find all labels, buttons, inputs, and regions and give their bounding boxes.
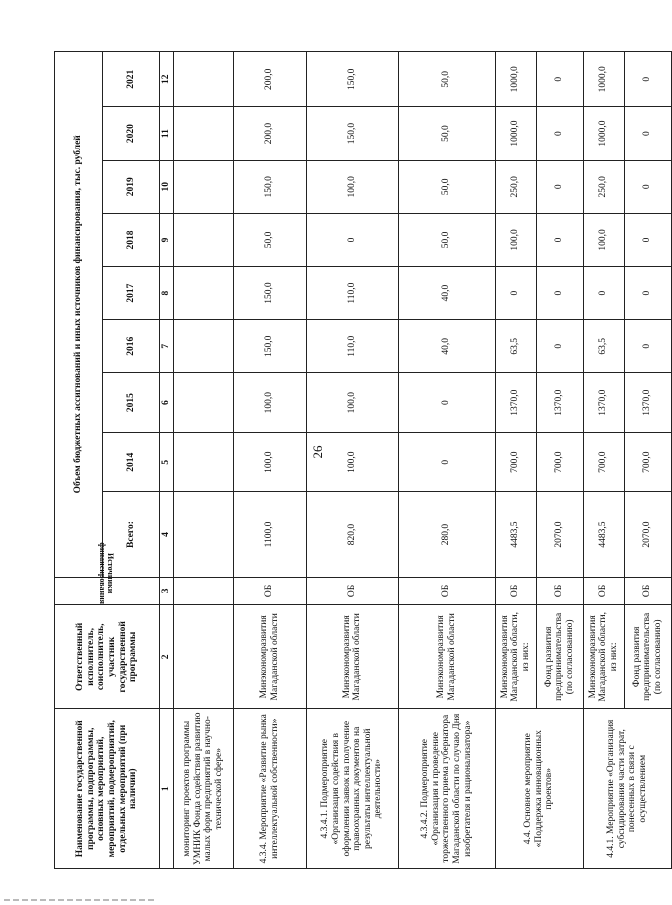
row-responsible-cell: Минэкономразвития Магаданской области bbox=[306, 605, 398, 709]
row-year-value-cell: 110,0 bbox=[306, 320, 398, 373]
header-year: 2016 bbox=[103, 320, 160, 373]
row-year-value-cell bbox=[173, 213, 233, 266]
table-row bbox=[583, 52, 624, 869]
row-year-value-cell: 1000,0 bbox=[583, 107, 624, 160]
header-total: Всего: bbox=[103, 492, 160, 577]
row-responsible-cell: Фонд развития предпринимательства (по согласованию) bbox=[624, 605, 671, 709]
row-year-value-cell bbox=[173, 107, 233, 160]
row-year-value-cell: 150,0 bbox=[233, 267, 306, 320]
header-year: 2019 bbox=[103, 160, 160, 213]
row-year-value-cell: 0 bbox=[583, 267, 624, 320]
header-source-line2: финансирования bbox=[98, 542, 108, 605]
column-number: 11 bbox=[160, 107, 174, 160]
row-source-cell: ОБ bbox=[233, 577, 306, 605]
row-year-value-cell bbox=[173, 373, 233, 433]
column-number: 4 bbox=[160, 492, 174, 577]
financing-table bbox=[54, 51, 672, 869]
row-year-value-cell: 50,0 bbox=[398, 107, 495, 160]
row-year-value-cell: 0 bbox=[536, 320, 583, 373]
row-year-value-cell: 700,0 bbox=[495, 432, 536, 492]
table-row bbox=[173, 52, 233, 869]
rotated-table-container bbox=[54, 51, 663, 869]
header-year: 2018 bbox=[103, 213, 160, 266]
row-year-value-cell: 1370,0 bbox=[495, 373, 536, 433]
header-name: Наименование государственной программы, подпрограммы, основных мероприятий, мероприятий, подмероприятий, отдельных мероприятий (при наличии) bbox=[55, 709, 160, 869]
row-name-cell: 4.4.1. Мероприятие «Организация субсидирования части затрат, понесенных в связи с осуществлением bbox=[583, 709, 671, 869]
row-year-value-cell: 0 bbox=[536, 107, 583, 160]
row-total-cell: 2070,0 bbox=[536, 492, 583, 577]
row-year-value-cell: 0 bbox=[536, 160, 583, 213]
row-name-cell: мониторинг проектов программы УМНИК Фонда содействия развитию малых форм предприятий в научно-технической сфере» bbox=[173, 709, 233, 869]
column-number: 12 bbox=[160, 52, 174, 108]
header-year: 2014 bbox=[103, 432, 160, 492]
column-number: 9 bbox=[160, 213, 174, 266]
column-number: 1 bbox=[160, 709, 174, 869]
row-total-cell bbox=[173, 492, 233, 577]
page-number: 26 bbox=[310, 445, 325, 459]
row-year-value-cell: 100,0 bbox=[233, 373, 306, 433]
row-year-value-cell bbox=[173, 320, 233, 373]
row-total-cell: 820,0 bbox=[306, 492, 398, 577]
row-year-value-cell: 63,5 bbox=[583, 320, 624, 373]
column-number: 6 bbox=[160, 373, 174, 433]
row-responsible-cell: Минэкономразвития Магаданской области bbox=[233, 605, 306, 709]
row-source-cell: ОБ bbox=[624, 577, 671, 605]
row-source-cell bbox=[173, 577, 233, 605]
row-year-value-cell: 250,0 bbox=[495, 160, 536, 213]
row-year-value-cell: 0 bbox=[624, 267, 671, 320]
row-year-value-cell: 150,0 bbox=[306, 52, 398, 108]
row-year-value-cell: 100,0 bbox=[306, 160, 398, 213]
row-total-cell: 280,0 bbox=[398, 492, 495, 577]
row-year-value-cell bbox=[173, 267, 233, 320]
row-year-value-cell: 100,0 bbox=[233, 432, 306, 492]
row-name-cell: 4.4. Основное мероприятие «Поддержка инновационных проектов» bbox=[495, 709, 583, 869]
table-row bbox=[398, 52, 495, 869]
row-year-value-cell: 0 bbox=[624, 52, 671, 108]
row-year-value-cell bbox=[173, 432, 233, 492]
row-year-value-cell: 50,0 bbox=[398, 52, 495, 108]
row-year-value-cell: 50,0 bbox=[233, 213, 306, 266]
row-total-cell: 1100,0 bbox=[233, 492, 306, 577]
row-year-value-cell: 40,0 bbox=[398, 320, 495, 373]
header-source-line1: Источники bbox=[106, 553, 116, 594]
row-year-value-cell: 110,0 bbox=[306, 267, 398, 320]
row-year-value-cell: 0 bbox=[624, 213, 671, 266]
header-year: 2021 bbox=[103, 52, 160, 108]
column-number: 7 bbox=[160, 320, 174, 373]
row-year-value-cell: 63,5 bbox=[495, 320, 536, 373]
column-number: 5 bbox=[160, 432, 174, 492]
row-year-value-cell: 1000,0 bbox=[495, 52, 536, 108]
row-responsible-cell bbox=[173, 605, 233, 709]
table-row bbox=[306, 52, 398, 869]
row-name-cell: 4.3.4.1. Подмероприятие «Организация содействия в оформлении заявок на получение правоохранных документов на результаты интеллектуальной деятельности» bbox=[306, 709, 398, 869]
row-year-value-cell: 200,0 bbox=[233, 52, 306, 108]
header-year: 2020 bbox=[103, 107, 160, 160]
row-year-value-cell: 0 bbox=[398, 432, 495, 492]
row-year-value-cell: 1000,0 bbox=[583, 52, 624, 108]
row-source-cell: ОБ bbox=[398, 577, 495, 605]
row-year-value-cell: 0 bbox=[536, 213, 583, 266]
row-year-value-cell: 700,0 bbox=[536, 432, 583, 492]
row-year-value-cell: 150,0 bbox=[306, 107, 398, 160]
row-responsible-cell: Минэкономразвития Магаданской области, из них: bbox=[583, 605, 624, 709]
row-year-value-cell: 100,0 bbox=[583, 213, 624, 266]
row-year-value-cell: 700,0 bbox=[583, 432, 624, 492]
header-year: 2017 bbox=[103, 267, 160, 320]
table-row bbox=[233, 52, 306, 869]
row-source-cell: ОБ bbox=[583, 577, 624, 605]
column-number: 10 bbox=[160, 160, 174, 213]
row-responsible-cell: Фонд развития предпринимательства (по согласованию) bbox=[536, 605, 583, 709]
table-body bbox=[173, 52, 671, 869]
column-number: 8 bbox=[160, 267, 174, 320]
header-responsible: Ответственный исполнитель, соисполнитель, участник государственной программы bbox=[55, 605, 160, 709]
row-year-value-cell: 0 bbox=[306, 213, 398, 266]
row-year-value-cell: 700,0 bbox=[624, 432, 671, 492]
row-year-value-cell: 0 bbox=[624, 107, 671, 160]
row-year-value-cell: 100,0 bbox=[306, 373, 398, 433]
row-year-value-cell: 250,0 bbox=[583, 160, 624, 213]
row-year-value-cell: 0 bbox=[624, 160, 671, 213]
row-total-cell: 4483,5 bbox=[495, 492, 536, 577]
column-number-row bbox=[160, 52, 174, 869]
row-total-cell: 2070,0 bbox=[624, 492, 671, 577]
row-year-value-cell: 40,0 bbox=[398, 267, 495, 320]
row-year-value-cell: 100,0 bbox=[306, 432, 398, 492]
row-year-value-cell: 1370,0 bbox=[536, 373, 583, 433]
row-year-value-cell: 200,0 bbox=[233, 107, 306, 160]
row-source-cell: ОБ bbox=[306, 577, 398, 605]
row-year-value-cell: 1000,0 bbox=[495, 107, 536, 160]
row-responsible-cell: Минэкономразвития Магаданской области bbox=[398, 605, 495, 709]
row-name-cell: 4.3.4.2. Подмероприятие «Организация и проведение торжественного приема губернатора Магаданской области по случаю Дня изобретателя и рационализатора» bbox=[398, 709, 495, 869]
row-year-value-cell: 150,0 bbox=[233, 160, 306, 213]
column-number: 3 bbox=[160, 577, 174, 605]
row-year-value-cell: 50,0 bbox=[398, 213, 495, 266]
scan-edge-mark bbox=[4, 899, 154, 901]
row-year-value-cell: 50,0 bbox=[398, 160, 495, 213]
row-total-cell: 4483,5 bbox=[583, 492, 624, 577]
header-funding: Объем бюджетных ассигнований и иных источников финансирования, тыс. рублей bbox=[55, 52, 103, 578]
row-name-cell: 4.3.4. Мероприятие «Развитие рынка интеллектуальной собственности» bbox=[233, 709, 306, 869]
row-source-cell: ОБ bbox=[495, 577, 536, 605]
row-year-value-cell: 0 bbox=[536, 52, 583, 108]
row-year-value-cell bbox=[173, 52, 233, 108]
row-year-value-cell: 0 bbox=[624, 320, 671, 373]
row-year-value-cell: 1370,0 bbox=[624, 373, 671, 433]
row-year-value-cell: 0 bbox=[495, 267, 536, 320]
row-year-value-cell: 0 bbox=[398, 373, 495, 433]
column-number: 2 bbox=[160, 605, 174, 709]
row-responsible-cell: Минэкономразвития Магаданской области, из них: bbox=[495, 605, 536, 709]
table-row bbox=[495, 52, 536, 869]
row-year-value-cell: 1370,0 bbox=[583, 373, 624, 433]
row-year-value-cell: 100,0 bbox=[495, 213, 536, 266]
row-source-cell: ОБ bbox=[536, 577, 583, 605]
header-year: 2015 bbox=[103, 373, 160, 433]
row-year-value-cell: 0 bbox=[536, 267, 583, 320]
header-source bbox=[55, 542, 160, 605]
row-year-value-cell bbox=[173, 160, 233, 213]
row-year-value-cell: 150,0 bbox=[233, 320, 306, 373]
